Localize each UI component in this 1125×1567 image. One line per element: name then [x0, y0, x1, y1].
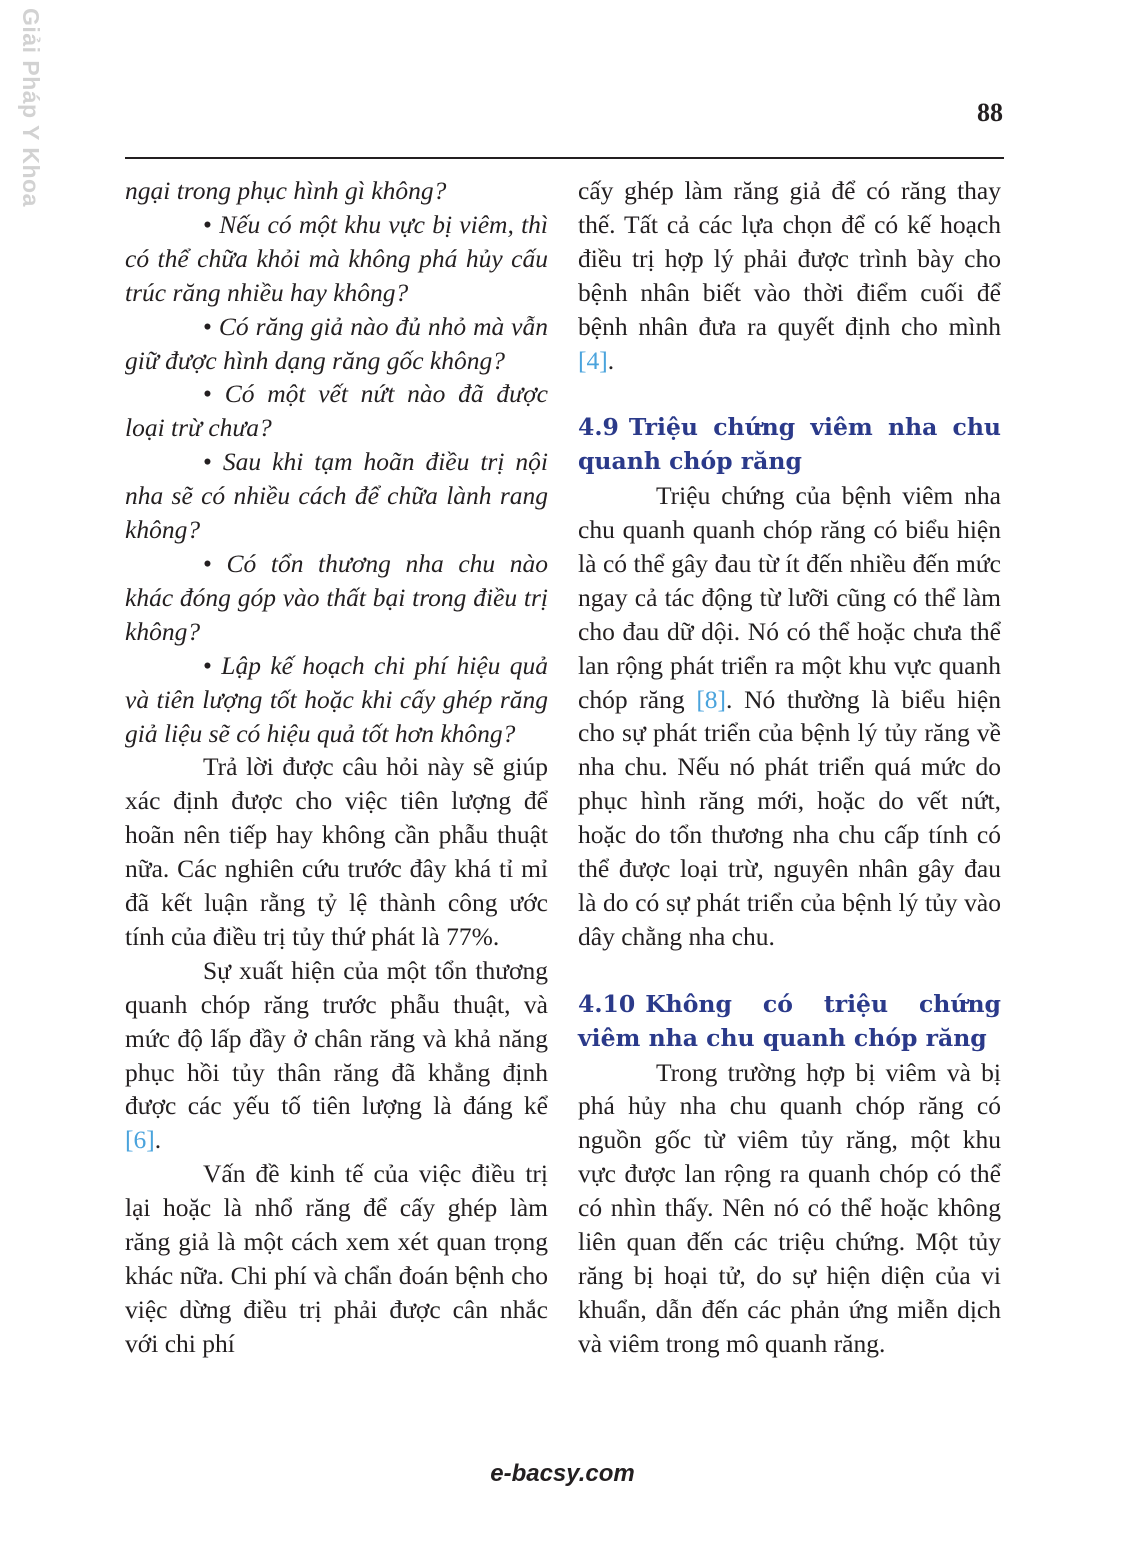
- question-item: [125, 547, 548, 649]
- question-item: [125, 310, 548, 378]
- citation-link[interactable]: [6]: [125, 1125, 155, 1155]
- bullet: •: [203, 311, 212, 341]
- bullet: •: [203, 379, 212, 409]
- bullet: •: [203, 209, 212, 239]
- question-item: [125, 377, 548, 445]
- body-paragraph: [578, 479, 1001, 954]
- question-text: Lập kế hoạch chi phí hiệu quả và tiên lượng tốt hoặc khi cấy ghép răng giả liệu sẽ có hiệu quả tốt hơn không?: [125, 650, 548, 748]
- section-spacer: [578, 377, 1001, 411]
- section-title: Triệu chứng viêm nha chu quanh chóp răng: [578, 413, 1001, 476]
- body-paragraph: [125, 954, 548, 1157]
- paragraph-text: . Nó thường là biểu hiện cho sự phát triển của bệnh lý tủy răng về nha chu. Nếu nó phát triển quá mức do phục hình răng mới, hoặc do vết nứt, hoặc do tổn thương nha chu cấp tính có thể được loại trừ, nguyên nhân gây đau là do có sự phát triển của bệnh lý tủy vào dây chằng nha chu.: [578, 684, 1001, 951]
- body-paragraph: Trong trường hợp bị viêm và bị phá hủy nha chu quanh chóp răng có nguồn gốc từ viêm tủy răng, một khu vực được lan rộng ra quanh chóp có thể có nhìn thấy. Nên nó có thể hoặc không liên quan đến các triệu chứng. Một tủy răng bị hoại tử, do sự hiện diện của vi khuẩn, dẫn đến các phản ứng miễn dịch và viêm trong mô quanh răng.: [578, 1057, 1001, 1358]
- bullet: •: [203, 548, 212, 578]
- question-item: [125, 649, 548, 751]
- section-number: 4.9: [578, 413, 619, 442]
- body-paragraph: Trả lời được câu hỏi này sẽ giúp xác định được cho việc tiên lượng để hoãn nên tiếp hay không cần phẫu thuật nữa. Các nghiên cứu trước đây khá tỉ mỉ đã kết luận rằng tỷ lệ thành công ước tính của điều trị tủy thứ phát là 77%.: [125, 752, 548, 951]
- question-text: Sau khi tạm hoãn điều trị nội nha sẽ có nhiều cách để chữa lành rang không?: [125, 447, 548, 545]
- bullet: •: [203, 650, 212, 680]
- question-continuation: ngại trong phục hình gì không?: [125, 176, 447, 205]
- question-text: Có răng giả nào đủ nhỏ mà vẫn giữ được hình dạng răng gốc không?: [125, 311, 548, 375]
- question-text: Có tổn thương nha chu nào khác đóng góp vào thất bại trong điều trị không?: [125, 548, 548, 646]
- paragraph-text: Sự xuất hiện của một tổn thương quanh chóp răng trước phẫu thuật, và mức độ lấp đầy ở chân răng và khả năng phục hồi tủy thân răng đã khẳng định được các yếu tố tiên lượng là đáng kể: [125, 955, 548, 1121]
- paragraph-text: Triệu chứng của bệnh viêm nha chu quanh quanh chóp răng có biểu hiện là có thể gây đau từ ít đến nhiều đến mức ngay cả tác động từ lưỡi cũng có thể làm cho đau dữ dội. Nó có thể hoặc chưa thể lan rộng phát triển ra một khu vực quanh chóp răng: [578, 481, 1001, 714]
- footer-website: e-bacsy.com: [490, 1460, 635, 1487]
- section-number: 4.10: [578, 989, 636, 1018]
- section-title: Không có triệu chứng viêm nha chu quanh chóp răng: [578, 989, 1001, 1052]
- question-item: [125, 208, 548, 310]
- paragraph-end: .: [607, 345, 615, 375]
- left-column: [125, 174, 548, 1361]
- side-book-title: Giải Pháp Y Khoa: [18, 8, 44, 207]
- section-heading-4-10: [578, 988, 1001, 1056]
- body-paragraph-continuation: [578, 174, 1001, 377]
- question-text: Có một vết nứt nào đã được loại trừ chưa?: [125, 379, 548, 443]
- paragraph-text: cấy ghép làm răng giả để có răng thay thế. Tất cả các lựa chọn để có kế hoạch điều trị hợp lý phải được trình bày cho bệnh nhân biết vào thời điểm cuối để bệnh nhân đưa ra quyết định cho mình: [578, 176, 1001, 341]
- question-item: [125, 445, 548, 547]
- citation-link[interactable]: [4]: [578, 345, 608, 375]
- section-heading-4-9: [578, 411, 1001, 479]
- bullet: •: [203, 447, 212, 477]
- body-paragraph: Vấn đề kinh tế của việc điều trị lại hoặc là nhổ răng để cấy ghép làm răng giả là một cách xem xét quan trọng khác nữa. Chi phí và chẩn đoán bệnh cho việc dừng điều trị phải được cân nhắc với chi phí: [125, 1159, 548, 1358]
- page-number: 88: [977, 98, 1003, 127]
- citation-link[interactable]: [8]: [696, 684, 727, 714]
- section-spacer: [578, 954, 1001, 988]
- header-rule: [125, 157, 1004, 159]
- question-text: Nếu có một khu vực bị viêm, thì có thể chữa khỏi mà không phá hủy cấu trúc răng nhiều hay không?: [125, 209, 548, 307]
- right-column: [578, 174, 1001, 1361]
- paragraph-end: .: [154, 1125, 162, 1155]
